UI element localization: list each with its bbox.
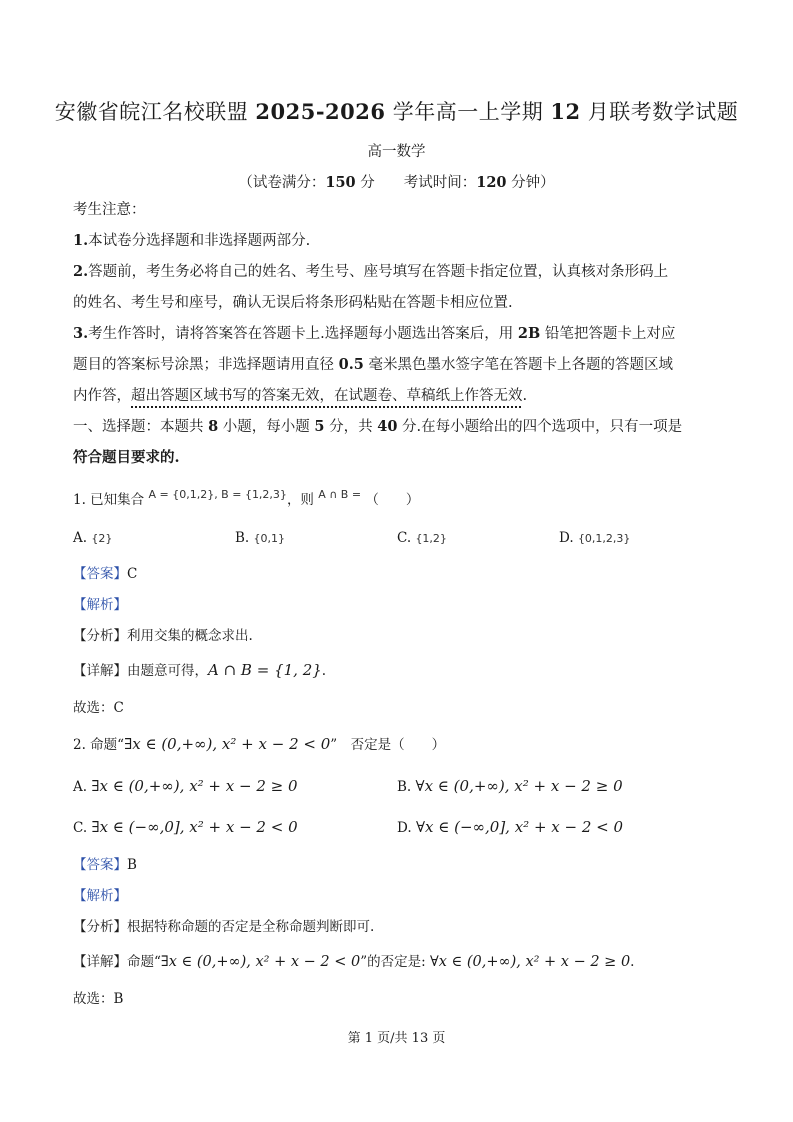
notice-item-3-line-3: [73, 386, 527, 406]
item-number: 1.: [73, 232, 89, 249]
page-footer: 第 1 页/共 13 页: [347, 1031, 446, 1046]
notice-item-3-line-1: [73, 324, 675, 344]
section-text: 分.在每小题给出的四个选项中，只有一项是: [397, 419, 683, 435]
detail-text: ”的否定是:: [360, 954, 430, 970]
q1-option-c: [397, 528, 447, 549]
item-text-bold: 0.5: [338, 356, 364, 373]
q1-stem: [73, 490, 419, 511]
answer-value: C: [127, 566, 138, 582]
notice-item-2-line-2: 的姓名、考生号和座号，确认无误后将条形码粘贴在答题卡相应位置.: [73, 295, 513, 311]
q1-analysis-tag: 【解析】: [73, 597, 127, 613]
section-heading-line-1: [73, 417, 682, 437]
q1-option-a: [73, 528, 112, 549]
item-text: 答题前，考生务必将自己的姓名、考生号、座号填写在答题卡指定位置，认真核对条形码上: [88, 264, 669, 280]
option-value: {1,2}: [415, 532, 447, 545]
option-value: {2}: [91, 532, 113, 545]
option-value: ∀x ∈ (0,+∞), x² + x − 2 ≥ 0: [415, 777, 623, 795]
q2-choice: 故选：B: [73, 991, 124, 1007]
option-value: ∃x ∈ (0,+∞), x² + x − 2 ≥ 0: [91, 777, 298, 795]
stem-text: 1. 已知集合: [73, 492, 149, 508]
fenxi-tag: 【分析】: [73, 628, 127, 644]
q1-detail: [73, 660, 326, 681]
notice-heading: 考生注意：: [73, 202, 146, 218]
notice-item-1: [73, 231, 310, 251]
answer-value: B: [127, 857, 137, 873]
emphasized-text: 超出答题区域书写的答案无效，在试题卷、草稿纸上作答无效: [131, 388, 523, 404]
item-text: 题目的答案标号涂黑；非选择题请用直径: [73, 357, 339, 373]
meta-score: 150: [325, 174, 356, 191]
option-label: B.: [235, 530, 254, 546]
fenxi-tag: 【分析】: [73, 919, 127, 935]
title-part: 月联考数学试题: [580, 100, 739, 124]
fenxi-text: 根据特称命题的否定是全称命题判断即可.: [127, 919, 375, 935]
q1-option-d: [559, 528, 630, 549]
detail-math: ∃x ∈ (0,+∞), x² + x − 2 < 0: [160, 954, 361, 970]
item-text: 选择题每小题选出答案后，用: [324, 326, 518, 342]
option-label: B.: [397, 779, 416, 795]
option-label: C.: [397, 530, 416, 546]
title-month: 12: [550, 99, 581, 124]
q2-stem: [73, 734, 445, 755]
title-part: 学年高一上学期: [385, 100, 551, 124]
option-value: ∃x ∈ (−∞,0], x² + x − 2 < 0: [91, 818, 298, 836]
detail-text: .: [630, 954, 635, 970]
option-value: {0,1,2,3}: [577, 532, 631, 545]
title-year: 2025-2026: [255, 99, 386, 124]
option-label: A.: [73, 779, 92, 795]
q1-choice: 故选：C: [73, 700, 124, 716]
answer-tag: 【答案】: [73, 566, 127, 582]
q1-answer: [73, 564, 137, 584]
fenxi-text: 利用交集的概念求出.: [127, 628, 253, 644]
detail-tag: 【详解】: [73, 663, 127, 679]
section-text: 小题，每小题: [218, 419, 315, 435]
option-label: D.: [397, 820, 416, 836]
q1-math-sets: A = {0,1,2}, B = {1,2,3}: [148, 488, 287, 501]
option-value: ∀x ∈ (−∞,0], x² + x − 2 < 0: [415, 818, 624, 836]
item-text: 铅笔把答题卡上对应: [540, 326, 676, 342]
detail-text: 由题意可得，: [127, 663, 208, 679]
q1-math-intersection: A ∩ B =: [318, 488, 362, 501]
detail-tag: 【详解】: [73, 954, 127, 970]
document-subtitle: 高一数学: [367, 144, 426, 160]
stem-text: ” 否定是（ ）: [330, 737, 446, 753]
item-text: 内作答，: [73, 388, 131, 404]
detail-math: A ∩ B = {1, 2}: [208, 661, 322, 679]
title-part: 安徽省皖江名校联盟: [54, 100, 256, 124]
q2-option-d: [397, 817, 623, 838]
q2-answer: [73, 855, 137, 875]
meta-text: （试卷满分：: [238, 175, 326, 191]
q2-option-c: [73, 817, 298, 838]
document-title: [0, 96, 793, 126]
stem-text: ，则: [286, 492, 319, 508]
notice-item-3-line-2: [73, 355, 673, 375]
q2-detail: [73, 952, 634, 972]
detail-math: ∀x ∈ (0,+∞), x² + x − 2 ≥ 0: [429, 954, 631, 970]
q2-stem-math: ∃x ∈ (0,+∞), x² + x − 2 < 0: [124, 735, 331, 753]
item-text: 本试卷分选择题和非选择题两部分.: [88, 233, 311, 249]
item-text-bold: 2B: [517, 325, 541, 342]
section-num: 8: [208, 418, 219, 435]
item-text: 考生作答时，请将答案答在答题卡上.: [88, 326, 325, 342]
q2-fenxi: [73, 917, 374, 937]
section-text: 分，共: [324, 419, 378, 435]
item-text: 毫米黑色墨水签字笔在答题卡上各题的答题区域: [363, 357, 673, 373]
option-label: C.: [73, 820, 92, 836]
item-number: 2.: [73, 263, 89, 280]
option-label: D.: [559, 530, 578, 546]
option-label: A.: [73, 530, 92, 546]
detail-text: 命题“: [127, 954, 161, 970]
answer-tag: 【答案】: [73, 857, 127, 873]
exam-meta: [0, 171, 793, 192]
q2-analysis-tag: 【解析】: [73, 888, 127, 904]
notice-item-2-line-1: [73, 262, 668, 282]
q1-fenxi: [73, 626, 253, 646]
section-heading-line-2: 符合题目要求的.: [73, 449, 180, 466]
section-num: 5: [314, 418, 325, 435]
q1-option-b: [235, 528, 285, 549]
detail-text: .: [321, 663, 327, 679]
section-text: 一、选择题：本题共: [73, 419, 209, 435]
stem-text: （ ）: [361, 492, 420, 508]
q2-option-b: [397, 776, 623, 797]
meta-text: 分 考试时间：: [355, 175, 477, 191]
q2-option-a: [73, 776, 298, 797]
item-number: 3.: [73, 325, 89, 342]
item-text: .: [522, 388, 528, 404]
meta-text: 分钟）: [506, 175, 555, 191]
section-num: 40: [377, 418, 398, 435]
meta-time: 120: [476, 174, 507, 191]
stem-text: 2. 命题“: [73, 737, 125, 753]
option-value: {0,1}: [253, 532, 286, 545]
